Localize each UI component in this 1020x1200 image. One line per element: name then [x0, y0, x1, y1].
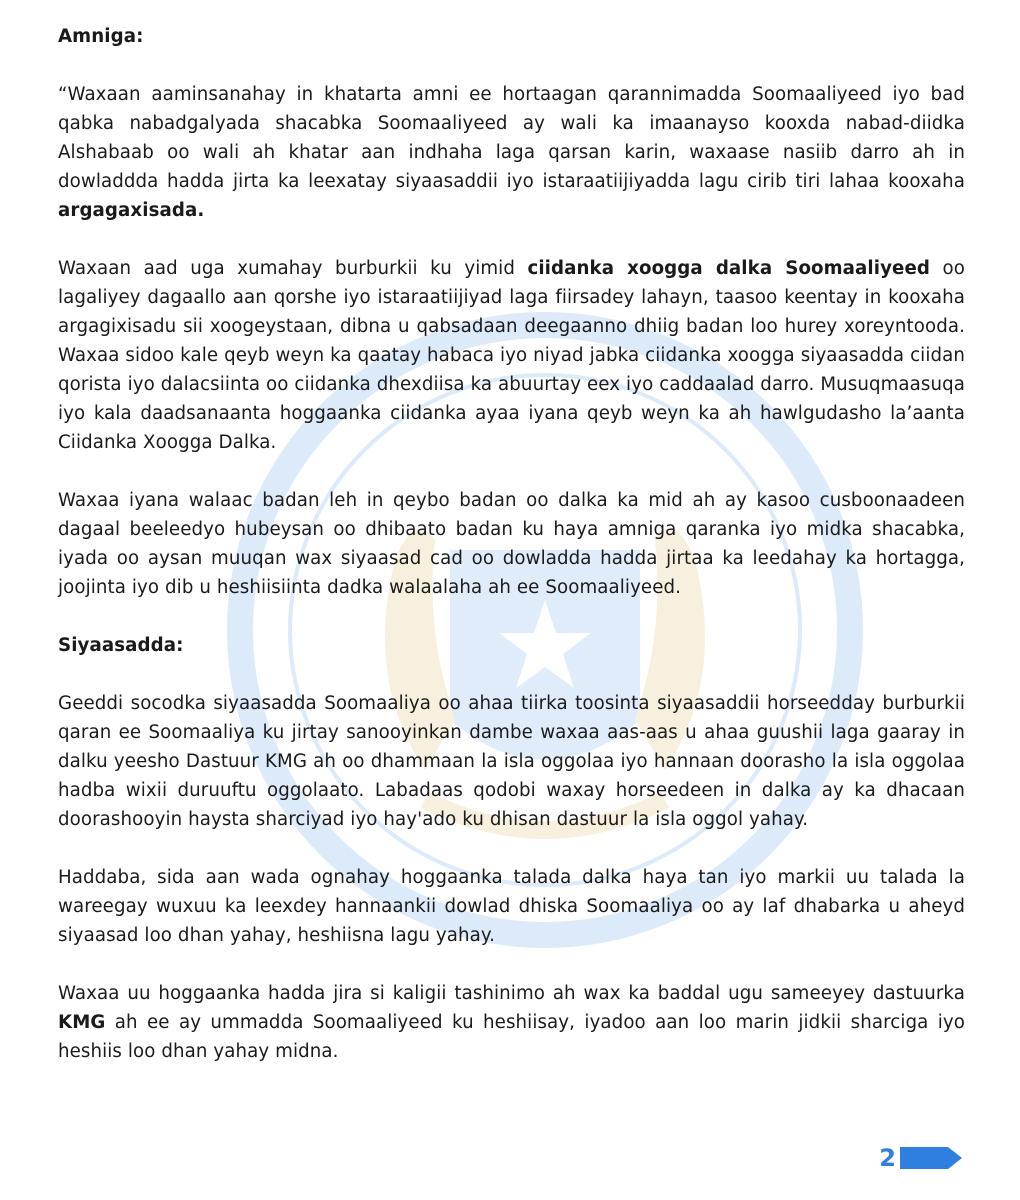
bold-term-kmg: KMG [58, 1012, 106, 1033]
paragraph-text: ah ee ay ummadda Soomaaliyeed ku heshiisay, iyadoo aan loo marin jidkii sharciga iyo heshiis loo dhan yahay midna. [58, 1012, 965, 1062]
paragraph-text: Waxaan aad uga xumahay burburkii ku yimid [58, 258, 528, 279]
paragraph-siyaasadda-1: Geeddi socodka siyaasadda Soomaaliya oo ahaa tiirka toosinta siyaasaddii horseedday burburkii qaran ee Soomaaliya ku jirtay sanooyinkan dambe waxaa aas-aas u ahaa guushii laga gaaray in dalku yeesho Dastuur KMG ah oo dhammaan la isla oggolaa iyo hannaan doorasho la isla oggolaa hadba wixii duruuftu oggolaato. Labadaas qodobi waxay horseedeen in dalka ay ka dhacaan doorashooyin haysta sharciyad iyo hay'ado ku dhisan dastuur la isla oggol yahay. [58, 693, 965, 830]
paragraph-text: oo lagaliyey dagaallo aan qorshe iyo istaraatiijiyad laga fiirsadey lahayn, taasoo keentay in kooxaha argagixisadu sii xoogeystaan, dibna u qabsadaan deegaanno dhiig badan loo hurey xoreyntooda. Waxaa sidoo kale qeyb weyn ka qaatay habaca iyo niyad jabka ciidanka xoogga siyaasadda ciidan qorista iyo dalacsiinta oo ciidanka dhexdiisa ka abuurtay eex iyo caddaalad darro. Musuqmaasuqa iyo kala daadsanaanta hoggaanka ciidanka ayaa iyana qeyb weyn ka ah hawlgudasho la’aanta Ciidanka Xoogga Dalka. [58, 258, 965, 453]
paragraph-amniga-1 [58, 80, 965, 225]
paragraph-amniga-3: Waxaa iyana walaac badan leh in qeybo badan oo dalka ka mid ah ay kasoo cusboonaadeen dagaal beeleedyo hubeysan oo dhibaato badan ku haya amniga qaranka iyo midka shacabka, iyada oo aysan muuqan wax siyaasad cad oo dowladda hadda jirtaa ka leedahay ka hortagga, joojinta iyo dib u heshiisiinta dadka walaalaha ah ee Soomaaliyeed. [58, 490, 965, 598]
page-indicator [879, 1140, 964, 1176]
arrow-right-icon[interactable] [900, 1144, 964, 1172]
section-heading-siyaasadda: Siyaasadda: [58, 635, 184, 656]
paragraph-siyaasadda-3 [58, 979, 965, 1066]
bold-term-ciidanka: ciidanka xoogga dalka Soomaaliyeed [527, 258, 931, 279]
section-heading-amniga: Amniga: [58, 26, 144, 47]
page-number: 2 [879, 1144, 896, 1172]
document-body [58, 22, 965, 1095]
paragraph-siyaasadda-2: Haddaba, sida aan wada ognahay hoggaanka talada dalka haya tan iyo markii uu talada la wareegay wuxuu ka leexdey hannaankii dowlad dhiska Soomaaliya oo ay laf dhabarka u aheyd siyaasad loo dhan yahay, heshiisna lagu yahay. [58, 867, 965, 946]
bold-term-argagaxisada: argagaxisada. [58, 200, 205, 221]
paragraph-text: Waxaa uu hoggaanka hadda jira si kaligii tashinimo ah wax ka baddal ugu sameeyey dastuurka [58, 983, 965, 1004]
paragraph-amniga-2 [58, 254, 965, 457]
paragraph-text: “Waxaan aaminsanahay in khatarta amni ee hortaagan qarannimadda Soomaaliyeed iyo bad qabka nabadgalyada shacabka Soomaaliyeed ay wali ka imaanayso kooxda nabad-diidka Alshabaab oo wali ah khatar aan indhaha laga qarsan karin, waxaase nasiib darro ah in dowladdda hadda jirta ka leexatay siyaasaddii iyo istaraatiijiyadda lagu cirib tiri lahaa kooxaha [58, 84, 965, 192]
